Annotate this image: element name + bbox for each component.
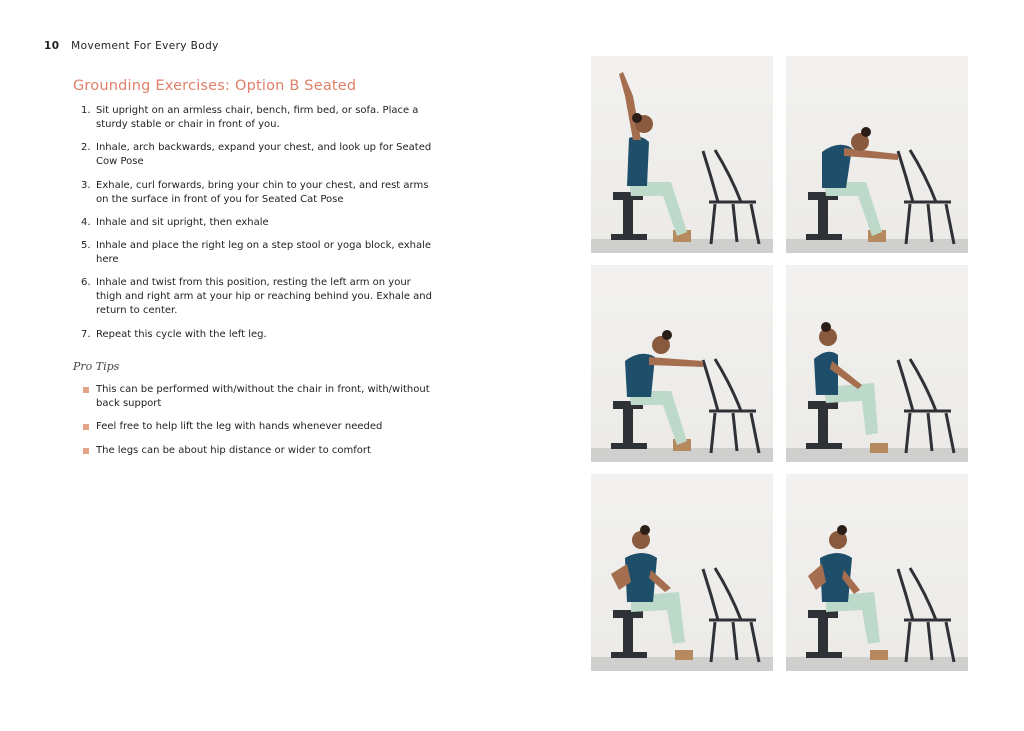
- step-item: [73, 216, 433, 230]
- photo-twist-right: [591, 474, 773, 671]
- photo-leg-on-block: [786, 265, 968, 462]
- tip-text: This can be performed with/without the chair in front, with/without back support: [96, 384, 430, 409]
- book-title: Movement For Every Body: [71, 40, 219, 52]
- photo-lean-forward: [591, 265, 773, 462]
- step-text: Inhale and twist from this position, resting the left arm on your thigh and right arm at your hip or reaching behind you. Exhale and return to center.: [96, 277, 432, 317]
- step-number: 5.: [81, 240, 91, 252]
- bullet-icon: [83, 424, 89, 430]
- step-number: 1.: [81, 105, 91, 116]
- step-item: [73, 141, 433, 169]
- step-item: [73, 276, 433, 318]
- step-text: Inhale and place the right leg on a step stool or yoga block, exhale here: [96, 240, 432, 266]
- tips-list: [73, 383, 433, 467]
- steps-list: [73, 104, 433, 351]
- bullet-icon: [83, 448, 89, 454]
- photo-twist-left: [786, 474, 968, 671]
- tip-item: [73, 444, 433, 458]
- step-item: [73, 104, 433, 132]
- step-number: 7.: [81, 328, 91, 340]
- step-item: [73, 328, 433, 342]
- running-header: [44, 40, 219, 52]
- step-number: 2.: [81, 142, 91, 154]
- step-item: [73, 239, 433, 267]
- tip-text: The legs can be about hip distance or wider to comfort: [96, 444, 371, 456]
- photo-seated-cat: [786, 56, 968, 253]
- bullet-icon: [83, 387, 89, 393]
- step-text: Exhale, curl forwards, bring your chin to your chest, and rest arms on the surface in front of you for Seated Cat Pose: [96, 179, 429, 205]
- step-text: Inhale and sit upright, then exhale: [96, 216, 269, 228]
- section-title: Grounding Exercises: Option B Seated: [73, 78, 357, 94]
- step-text: Sit upright on an armless chair, bench, firm bed, or sofa. Place a sturdy stable or chair in front of you.: [96, 105, 419, 130]
- page-number: 10: [44, 40, 60, 52]
- tip-text: Feel free to help lift the leg with hands whenever needed: [96, 421, 383, 433]
- tip-item: [73, 420, 433, 434]
- step-number: 3.: [81, 179, 91, 191]
- photo-seated-cow: [591, 56, 773, 253]
- step-item: [73, 179, 433, 207]
- step-number: 4.: [81, 216, 91, 228]
- pro-tips-heading: Pro Tips: [73, 360, 120, 373]
- tip-item: [73, 383, 433, 411]
- step-text: Inhale, arch backwards, expand your chest, and look up for Seated Cow Pose: [96, 142, 432, 168]
- step-text: Repeat this cycle with the left leg.: [96, 328, 267, 340]
- step-number: 6.: [81, 277, 91, 289]
